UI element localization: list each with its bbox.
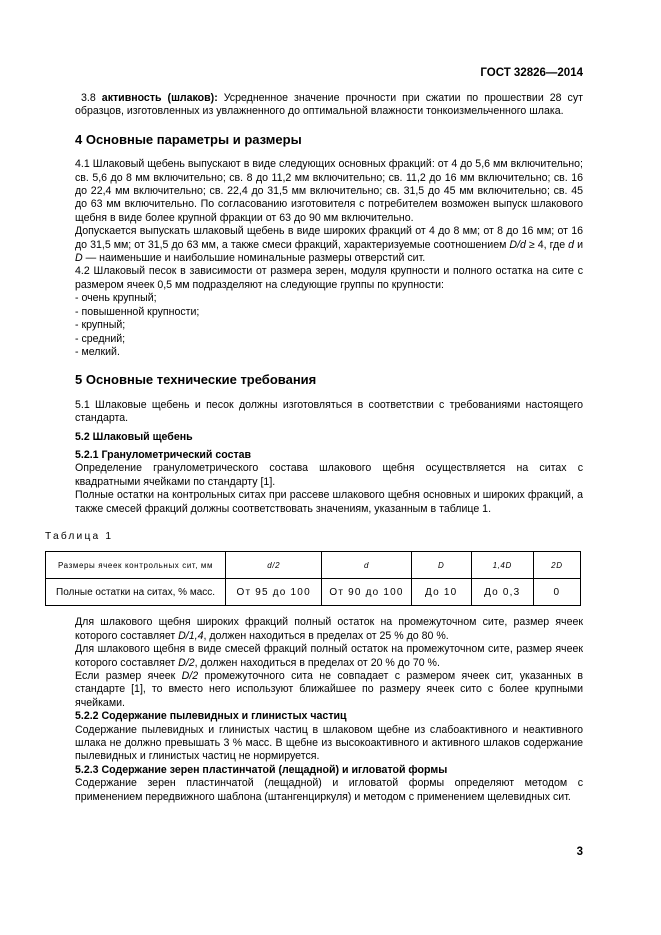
paragraph-4-1: 4.1 Шлаковый щебень выпускают в виде следующих основных фракций: от 4 до 5,6 мм включительно; св. 5,6 до 8 мм включительно; св. 8 до 11,2 мм включительно; св. 11,2 до 16 мм включительно; св. 16 до 22,4 мм включительно; св. 22,4 до 31,5 мм включительно; св. 31,5 до 45 мм включительно; св. 45 до 63 мм включительно. По согласованию изготовителя с потребителем возможен выпуск шлакового щебня в виде более крупной фракции от 63 до 90 мм включительно. [75, 158, 583, 224]
paragraph-5-2-3: Содержание зерен пластинчатой (лещадной) и игловатой формы определяют методом с применением передвижного шаблона (штангенциркуля) и методом с применением щелевидных сит. [75, 777, 583, 803]
section-5-title: 5 Основные технические требования [75, 372, 317, 388]
definition-text: Усредненное значение прочности при сжатии по прошествии 28 сут образцов, изготовленных из увлажненного до оптимальной влажности тонкоизмельченного шлака. [75, 92, 584, 118]
paragraph-4-1-wide: Допускается выпускать шлаковый щебень в виде широких фракций от 4 до 8 мм; от 8 до 16 мм; от 16 до 31,5 мм; от 31,5 до 63 мм, а также смеси фракций, характеризуемые соотношением D/d ≥ 4, где d и D — наименьшие и наибольшие номинальные размеры отверстий сит. [75, 225, 583, 265]
subsection-5-2-3-title: 5.2.3 Содержание зерен пластинчатой (лещадной) и игловатой формы [75, 763, 448, 776]
table-cell: 0 [533, 579, 580, 606]
sieve-table [45, 551, 581, 606]
definition-term: активность (шлаков): [101, 92, 218, 104]
standard-header: ГОСТ 32826—2014 [480, 67, 583, 79]
paragraph-4-2: 4.2 Шлаковый песок в зависимости от размера зерен, модуля крупности и полного остатка на сите с размером ячеек 0,5 мм подразделяют на следующие группы по крупности: [75, 265, 583, 291]
subsection-5-2-1-title: 5.2.1 Гранулометрический состав [75, 448, 252, 461]
table-cell: До 0,3 [471, 579, 533, 606]
list-item: - мелкий. [75, 345, 120, 358]
list-item: - средний; [75, 332, 126, 345]
paragraph-5-2-2: Содержание пылевидных и глинистых частиц в шлаковом щебне из слабоактивного и неактивного шлака не должно превышать 3 % масс. В щебне из высокоактивного и активного шлаков содержание пылевидных и глинистых частиц не нормируется. [75, 723, 583, 763]
table-header-cell: D [411, 552, 471, 579]
table-header-cell: 1,4D [471, 552, 533, 579]
table-row [46, 579, 581, 606]
list-item: - повышенной крупности; [75, 305, 200, 318]
subsection-5-2-title: 5.2 Шлаковый щебень [75, 430, 193, 443]
table-header-cell: Размеры ячеек контрольных сит, мм [46, 552, 226, 579]
paragraph-after-table-1: Для шлакового щебня широких фракций полный остаток на промежуточном сите, размер ячеек которого составляет D/1,4, должен находиться в пределах от 25 % до 80 %. [75, 616, 583, 642]
page-content [45, 92, 584, 804]
table-cell: От 95 до 100 [226, 579, 322, 606]
paragraph-5-2-1-a: Определение гранулометрического состава шлакового щебня осуществляется на ситах с квадратными ячейками по стандарту [1]. [75, 462, 583, 488]
table-cell: От 90 до 100 [322, 579, 411, 606]
paragraph-after-table-3: Если размер ячеек D/2 промежуточного сита не совпадает с размером ячеек сит, указанных в стандарте [1], то вместо него используют ближайшее по размеру ячеек сито с более крупными ячейками. [75, 670, 583, 709]
section-4-title: 4 Основные параметры и размеры [75, 131, 302, 147]
table-caption: Таблица 1 [45, 530, 114, 542]
definition-number: 3.8 [81, 92, 96, 104]
table-header-cell: 2D [533, 552, 580, 579]
table-header-row [46, 552, 581, 579]
paragraph-5-2-1-b: Полные остатки на контрольных ситах при рассеве шлакового щебня основных и широких фракций, а также смесей фракций должны соответствовать значениям, указанным в таблице 1. [75, 489, 583, 515]
paragraph-after-table-2: Для шлакового щебня в виде смесей фракций полный остаток на промежуточном сите, размер ячеек которого составляет D/2, должен находиться в пределах от 20 % до 70 %. [75, 643, 583, 669]
paragraph-5-1: 5.1 Шлаковые щебень и песок должны изготовляться в соответствии с требованиями настоящего стандарта. [75, 398, 583, 425]
table-header-cell: d/2 [226, 552, 322, 579]
coarseness-list [75, 292, 583, 359]
list-item: - крупный; [75, 319, 126, 332]
definition-3-8 [75, 92, 583, 119]
table-cell: До 10 [411, 579, 471, 606]
list-item: - очень крупный; [75, 292, 157, 305]
table-cell: Полные остатки на ситах, % масс. [46, 579, 226, 606]
table-header-cell: d [322, 552, 411, 579]
page-number: 3 [576, 846, 583, 858]
subsection-5-2-2-title: 5.2.2 Содержание пылевидных и глинистых частиц [75, 710, 347, 723]
